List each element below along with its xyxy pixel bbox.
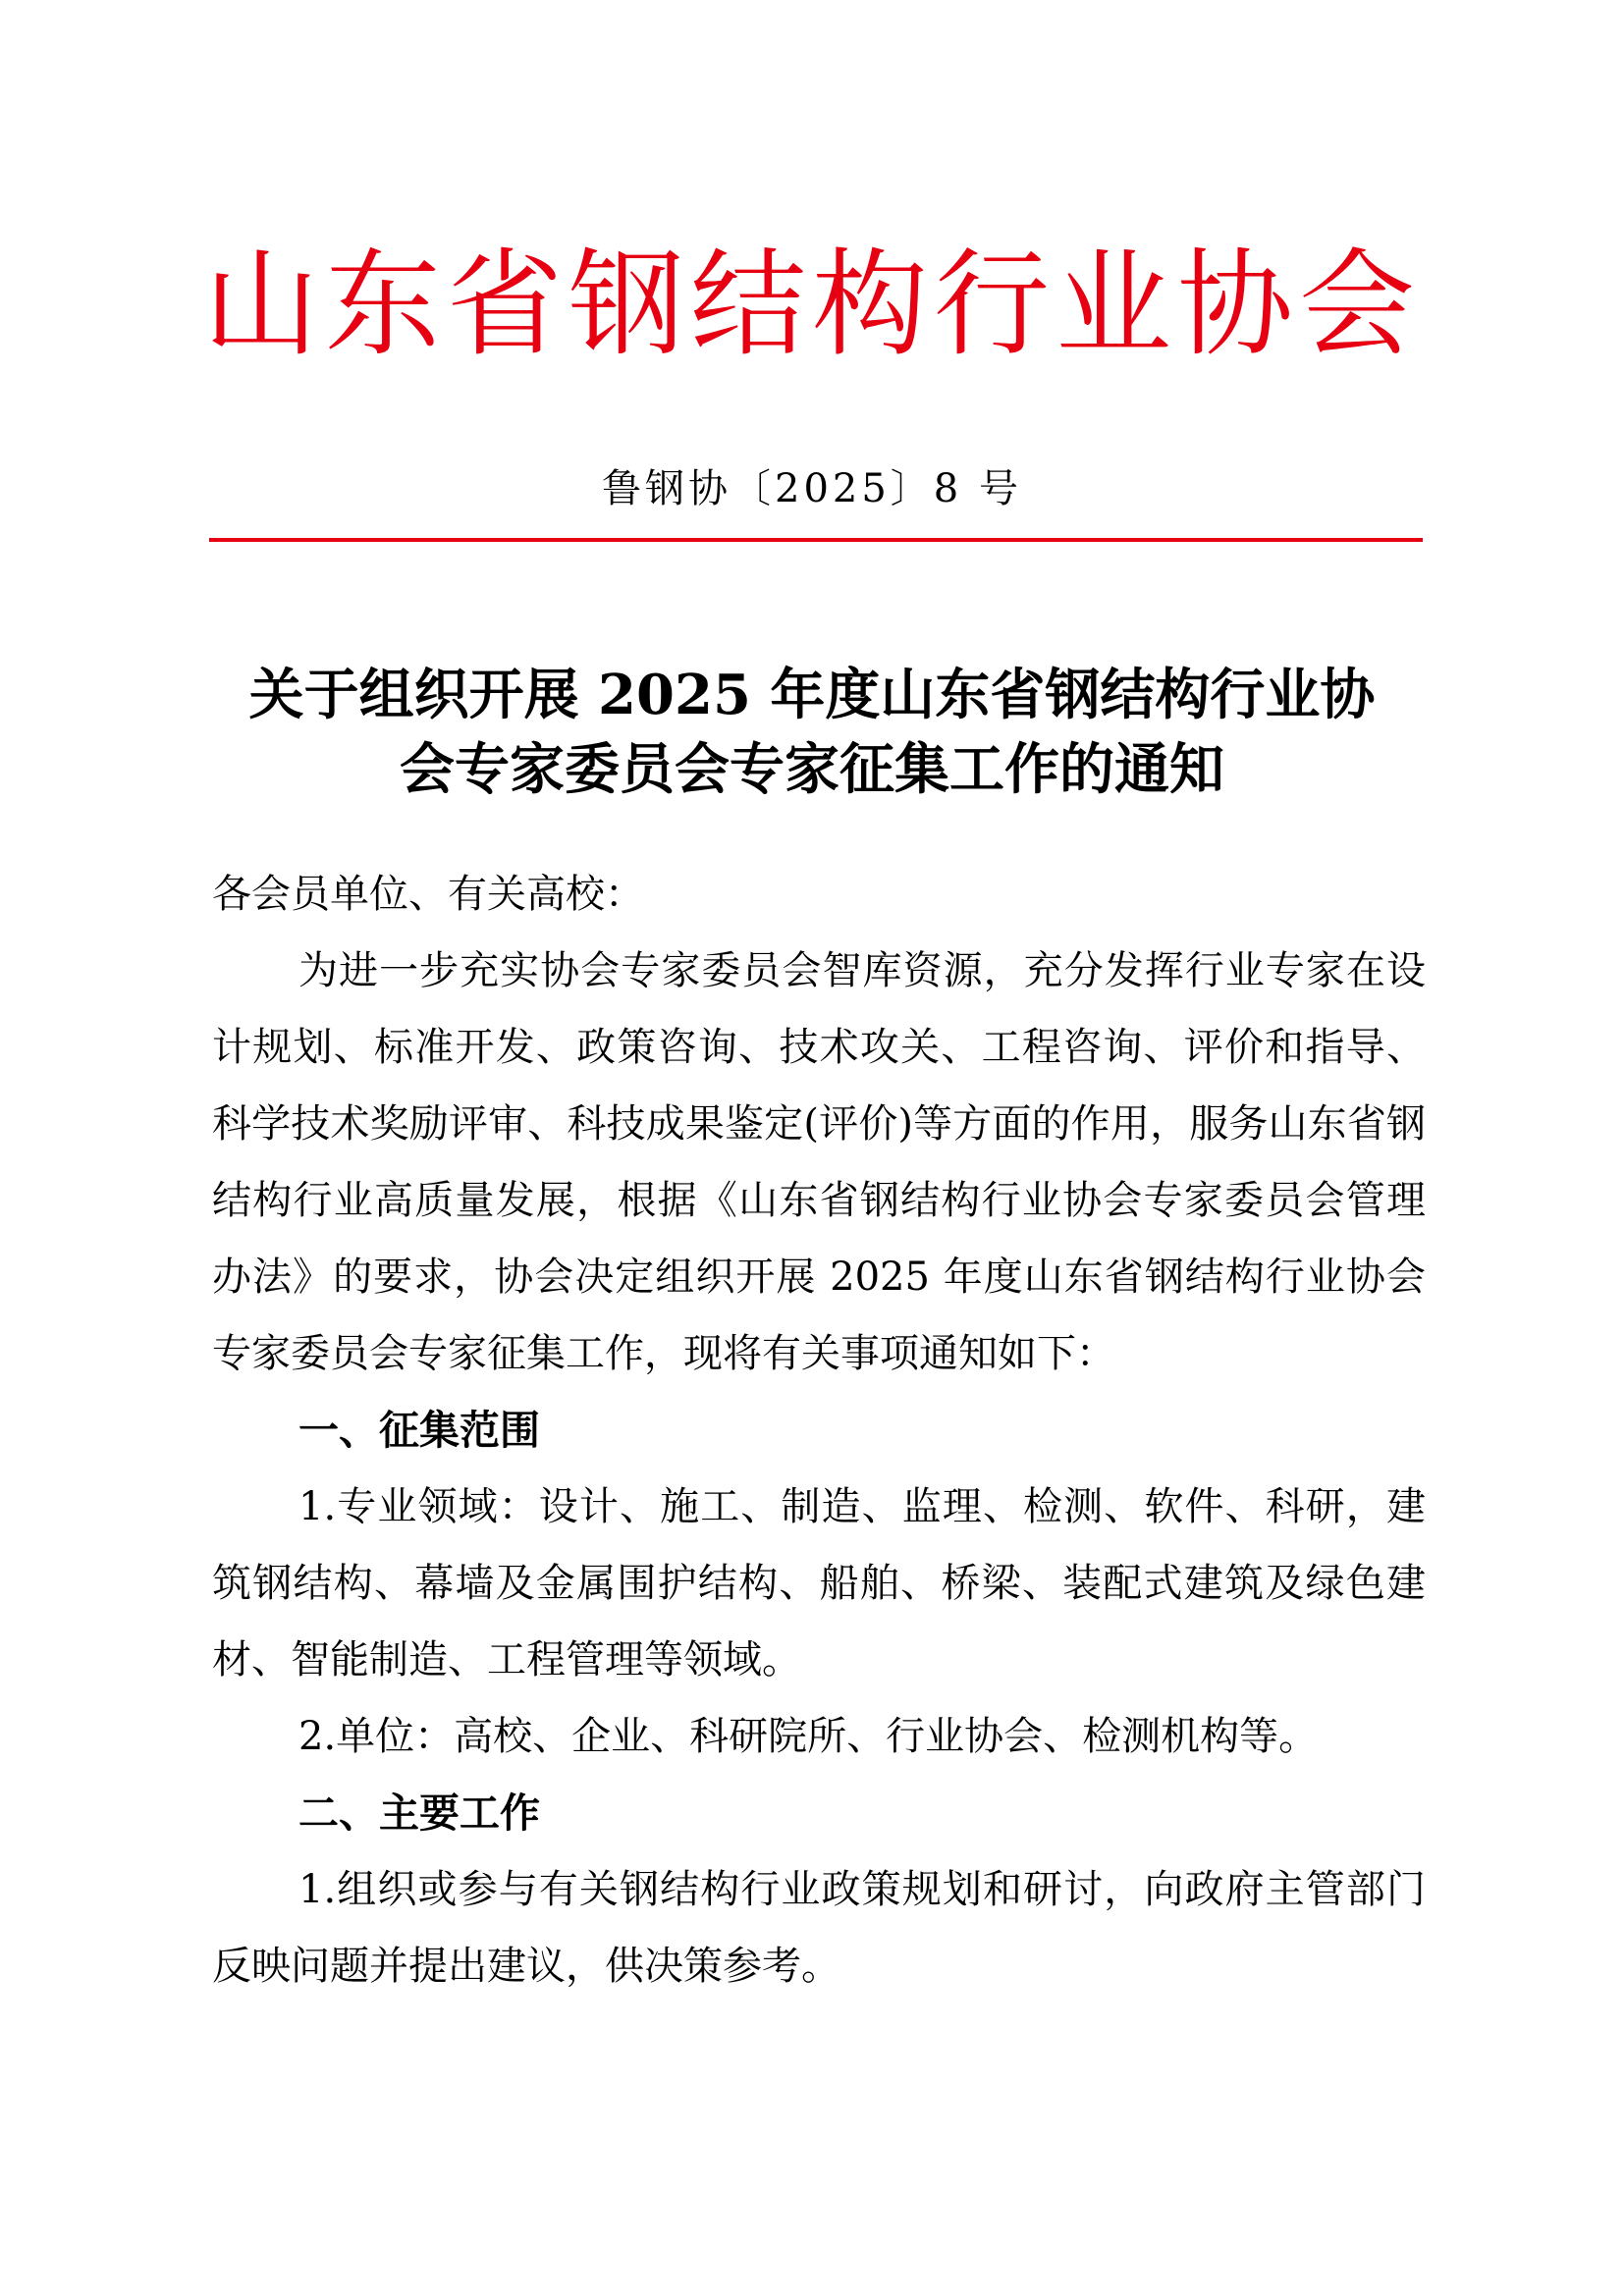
red-divider-line [209, 538, 1423, 542]
section-1-item-2: 2.单位：高校、企业、科研院所、行业协会、检测机构等。 [298, 1714, 1319, 1759]
section-1-item-1: 1.专业领域：设计、施工、制造、监理、检测、软件、科研，建筑钢结构、幕墙及金属围护结构、船舶、桥梁、装配式建筑及绿色建材、智能制造、工程管理等领域。 [212, 1484, 1426, 1682]
salutation: 各会员单位、有关高校： [212, 872, 644, 917]
organization-title: 山东省钢结构行业协会 [202, 237, 1421, 372]
document-number: 鲁钢协〔2025〕8 号 [602, 466, 1022, 511]
section-2-item-1: 1.组织或参与有关钢结构行业政策规划和研讨，向政府主管部门反映问题并提出建议，供决策参考。 [212, 1867, 1426, 1989]
notice-title [196, 658, 1428, 807]
section-1-heading: 一、征集范围 [298, 1407, 540, 1454]
notice-title-line-1: 关于组织开展 2025 年度山东省钢结构行业协 [248, 663, 1376, 727]
section-2-heading: 二、主要工作 [298, 1789, 540, 1837]
notice-body [212, 856, 1426, 2004]
notice-title-line-2: 会专家委员会专家征集工作的通知 [400, 737, 1224, 802]
intro-paragraph: 为进一步充实协会专家委员会智库资源，充分发挥行业专家在设计规划、标准开发、政策咨询、技术攻关、工程咨询、评价和指导、科学技术奖励评审、科技成果鉴定(评价)等方面的作用，服务山东省钢结构行业高质量发展，根据《山东省钢结构行业协会专家委员会管理办法》的要求，协会决定组织开展 2025 年度山东省钢结构行业协会专家委员会专家征集工作，现将有关事项通知如下： [212, 948, 1426, 1376]
